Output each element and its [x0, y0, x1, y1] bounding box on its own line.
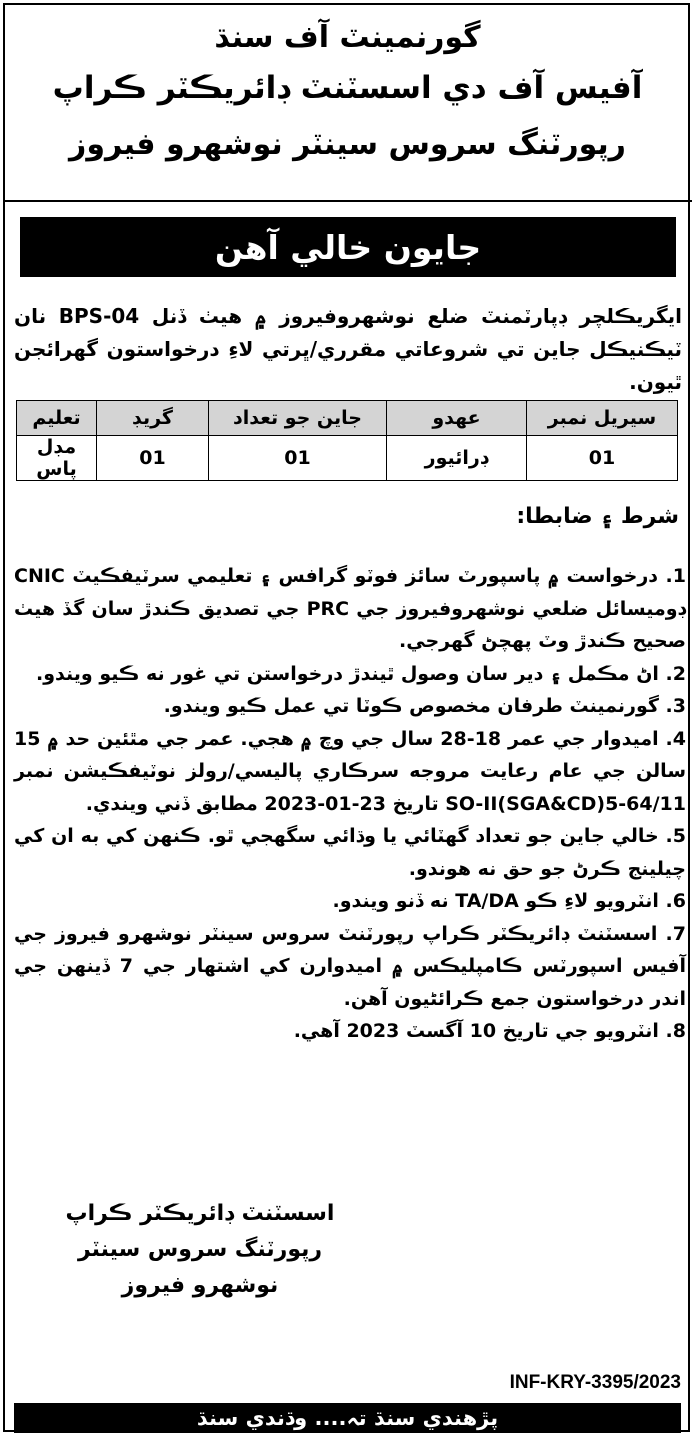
cell-education: مڊل پاس [17, 436, 97, 481]
condition-number: 5. [665, 825, 686, 847]
conditions-title: شرط ۽ ضابطا: [516, 504, 679, 529]
condition-item [14, 820, 686, 885]
cell-grade: 01 [97, 436, 209, 481]
condition-number: 4. [665, 727, 686, 750]
column-header-post: عهدو [387, 401, 527, 436]
condition-number: 8. [665, 1020, 686, 1042]
condition-number: 2. [665, 662, 686, 685]
condition-number: 1. [665, 565, 686, 587]
cell-count: 01 [209, 436, 387, 481]
condition-text: اميدوار جي عمر 18-28 سال جي وچ ۾ هجي. عمر جي مٿئين حد ۾ 15 سالن جي عام رعايت مروجه سرڪاري پاليسي/رولز نوٽيفڪيشن نمبر SO-II(SGA&CD)5-64/11 تاريخ 23-01-2023 مطابق ڏني ويندي. [14, 727, 686, 815]
signature-title: اسسٽنٽ ڊائريڪٽر ڪراپ [65, 1201, 335, 1226]
condition-text: انٽرويو لاءِ ڪو TA/DA نه ڏنو ويندو. [332, 890, 659, 912]
condition-text: خالي جاين جو تعداد گهٽائي يا وڌائي سگهجي ٿو. ڪنهن کي به ان کي چيلينج ڪرڻ جو حق نه هوندو. [14, 825, 686, 880]
condition-text: انٽرويو جي تاريخ 10 آگسٽ 2023 آهي. [293, 1020, 659, 1042]
table-header-row [17, 401, 678, 436]
header-office: آفيس آف دي اسسٽنٽ ڊائريڪٽر ڪراپ [52, 70, 643, 106]
conditions-list [14, 560, 686, 1048]
column-header-count: جاين جو تعداد [209, 401, 387, 436]
condition-text: اڻ مڪمل ۽ دير سان وصول ٿيندڙ درخواستن تي غور نه ڪيو ويندو. [36, 662, 659, 685]
column-header-education: تعليم [17, 401, 97, 436]
footer-slogan: پڙهندي سنڌ تہ.... وڌندي سنڌ [14, 1403, 681, 1433]
signature-center: رپورٽنگ سروس سينٽر [77, 1237, 323, 1262]
condition-item [14, 885, 686, 918]
cell-serial: 01 [527, 436, 678, 481]
condition-number: 6. [665, 890, 686, 912]
condition-item [14, 658, 686, 691]
header-divider [3, 200, 692, 202]
intro-paragraph: ايگريڪلچر ڊپارٽمنٽ ضلع نوشهروفيروز ۾ هيٺ ڏنل BPS-04 نان ٽيڪنيڪل جاين تي شروعاتي مقرري/ڀرتي لاءِ درخواستون گهرائجن ٿيون. [14, 304, 682, 394]
table-row [17, 436, 678, 481]
condition-text: درخواست ۾ پاسپورٽ سائز فوٽو گرافس ۽ تعليمي سرٽيفڪيٽ CNIC ڊوميسائل ضلعي نوشهروفيروز جي PRC جي تصديق ڪندڙ سان گڏ هيٺ صحيح ڪندڙ وٽ پهچڻ گهرجي. [14, 565, 686, 652]
column-header-serial: سيريل نمبر [527, 401, 678, 436]
signature-location: نوشهرو فيروز [121, 1273, 279, 1298]
column-header-grade: گريڊ [97, 401, 209, 436]
condition-text: گورنمينٽ طرفان مخصوص ڪوٽا تي عمل ڪيو ويندو. [163, 695, 659, 717]
condition-item [14, 723, 686, 821]
condition-item [14, 690, 686, 723]
posts-table [16, 400, 678, 481]
cell-post: ڊرائيور [387, 436, 527, 481]
reference-number: INF-KRY-3395/2023 [509, 1372, 681, 1393]
header-service-center: رپورٽنگ سروس سينٽر نوشهرو فيروز [69, 127, 626, 162]
signature-block [40, 1196, 360, 1304]
condition-item [14, 1015, 686, 1048]
condition-number: 7. [665, 922, 686, 945]
condition-number: 3. [665, 695, 686, 717]
condition-item [14, 918, 686, 1016]
header-government: گورنمينٽ آف سنڌ [214, 20, 481, 55]
condition-text: اسسٽنٽ ڊائريڪٽر ڪراپ رپورٽنٽ سروس سينٽر نوشهرو فيروز جي آفيس اسپورٽس ڪامپليڪس ۾ اميدوارن کي اشتهار جي 7 ڏينهن جي اندر درخواستون جمع ڪرائڻيون آهن. [14, 922, 686, 1010]
vacancies-banner: جايون خالي آهن [20, 217, 676, 277]
condition-item [14, 560, 686, 658]
